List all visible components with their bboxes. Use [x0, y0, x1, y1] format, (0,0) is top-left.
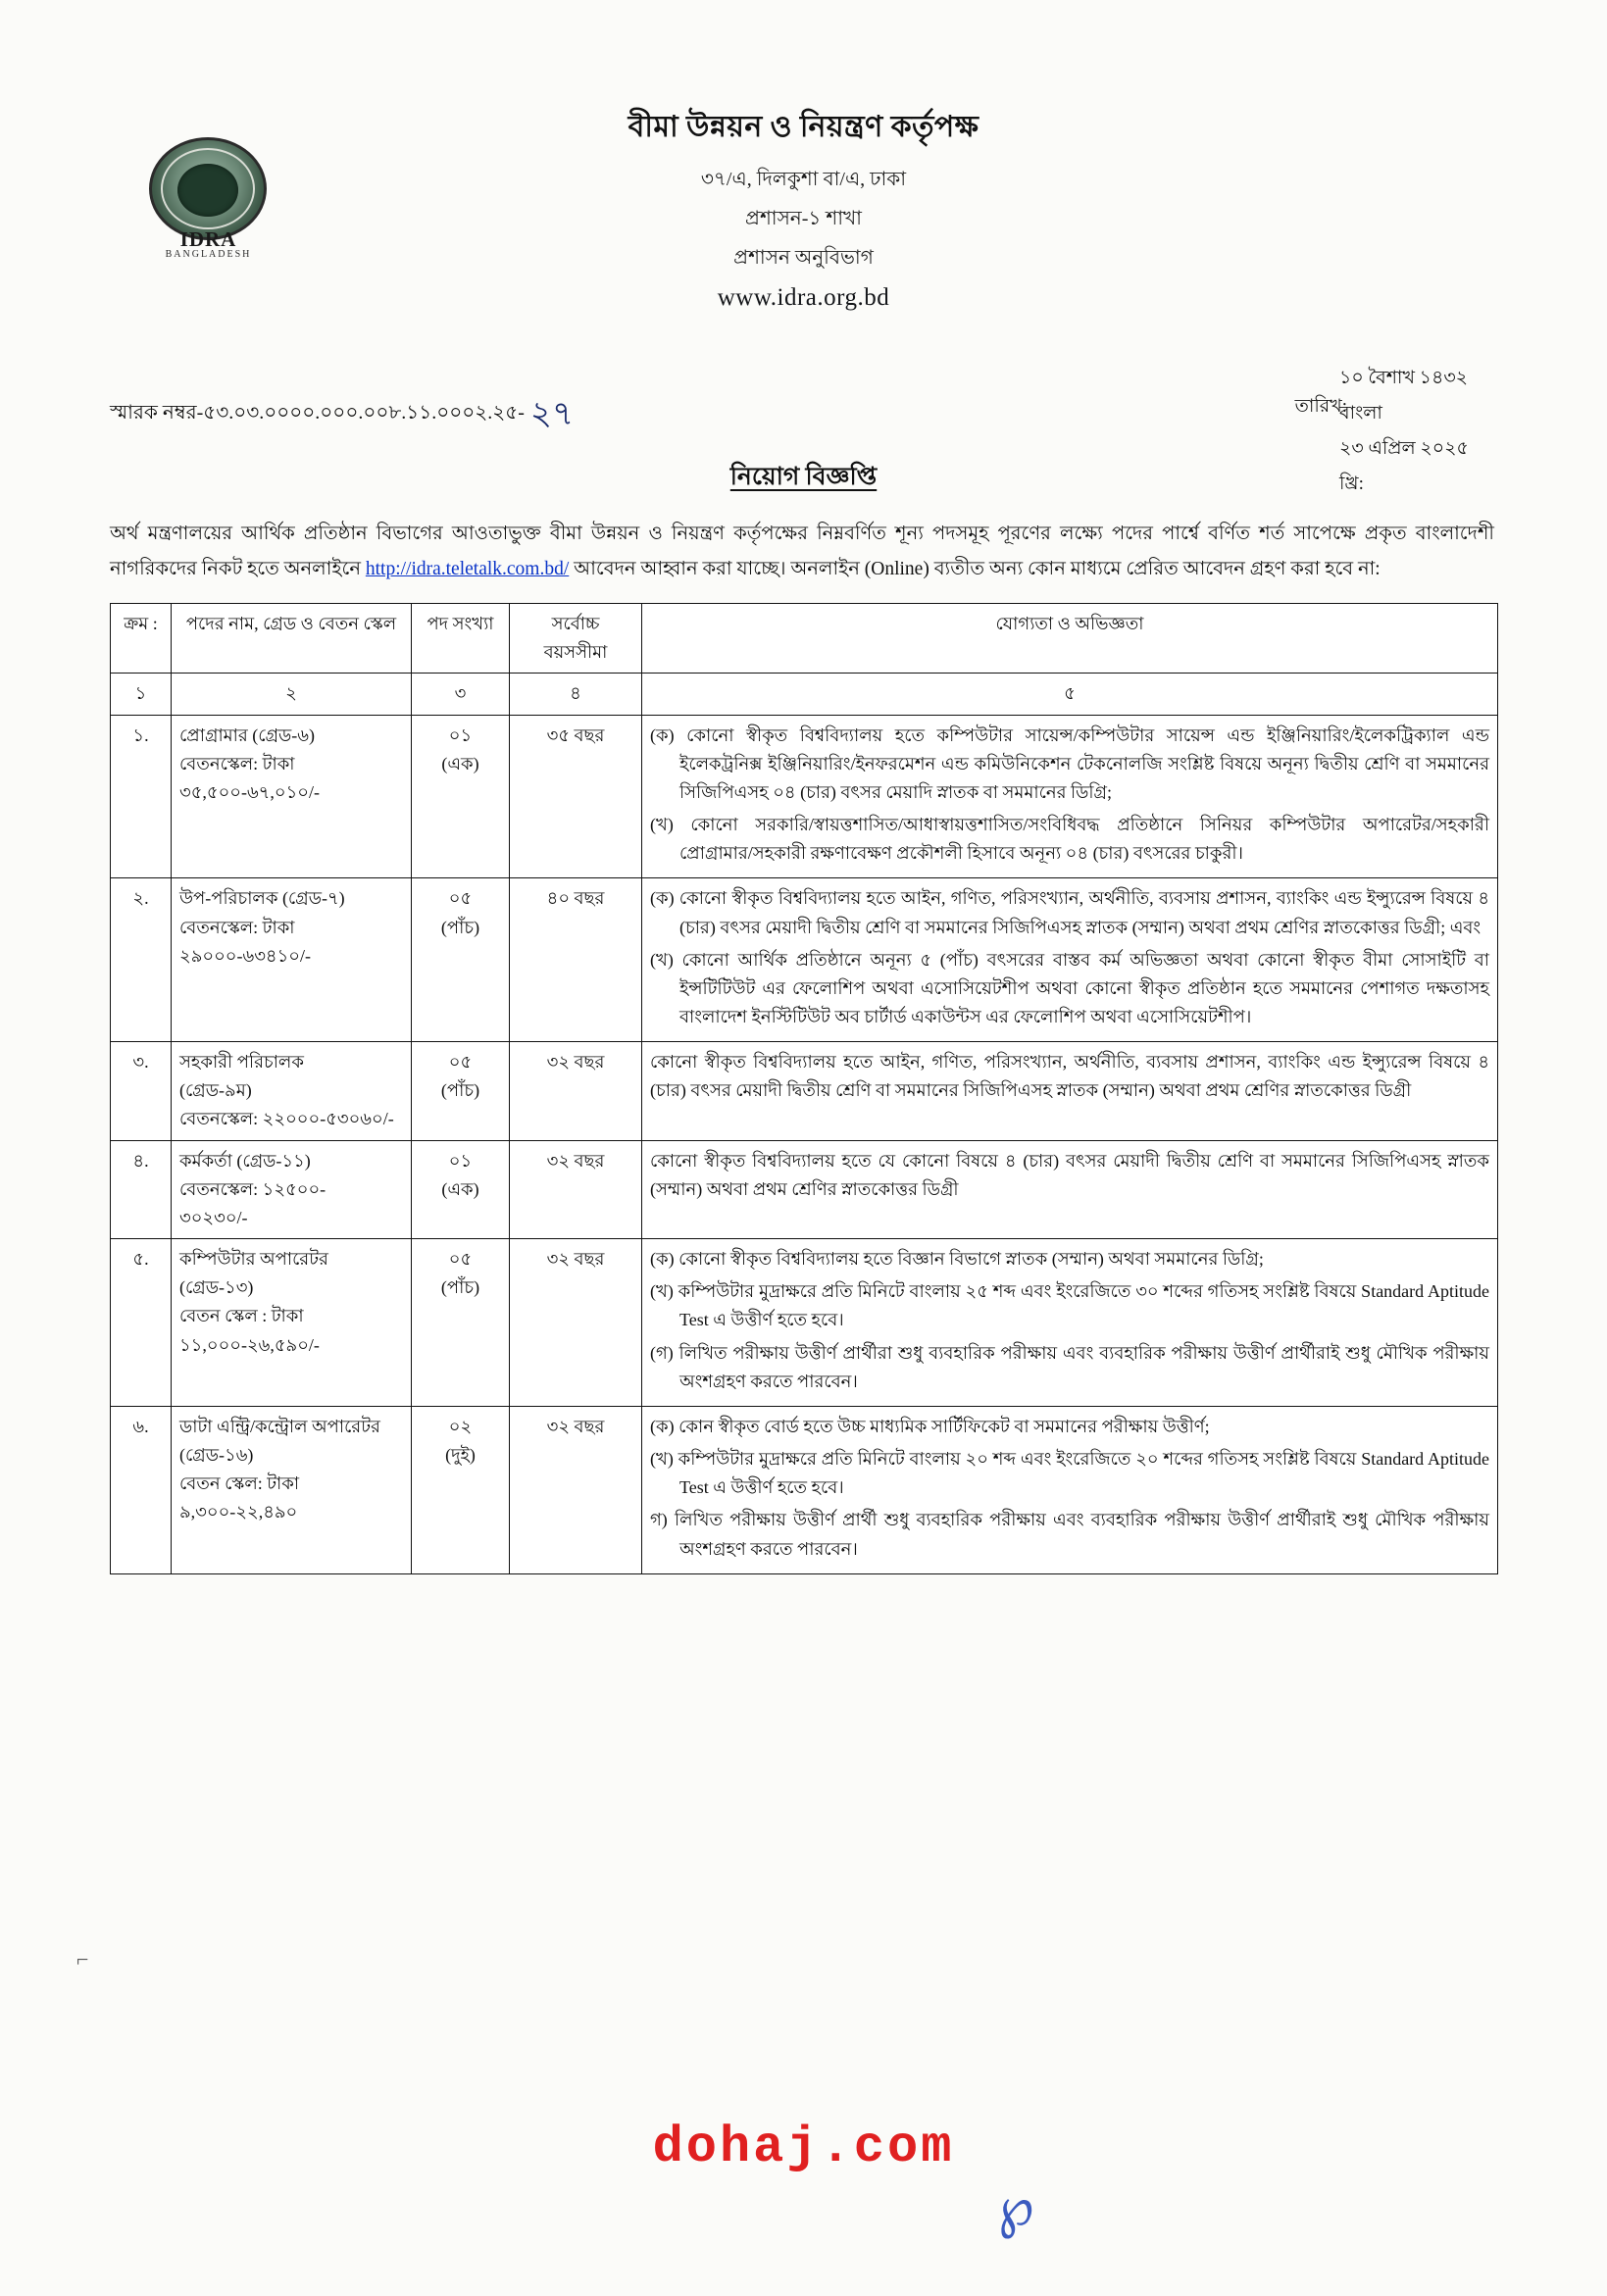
- row-age: ৩৫ বছর: [510, 715, 642, 878]
- organization-address: ৩৭/এ, দিলকুশা বা/এ, ঢাকা: [700, 169, 907, 190]
- post-payscale-value: ৩৫,৫০০-৬৭,০১০/-: [179, 781, 320, 802]
- row-qualification: [642, 1042, 1498, 1140]
- logo-title: IDRA: [179, 227, 237, 251]
- qual-item: (খ) কম্পিউটার মুদ্রাক্ষরে প্রতি মিনিটে বাংলায় ২৫ শব্দ এবং ইংরেজিতে ৩০ শব্দের গতিসহ সংশ্লিষ্ট বিষয়ে Standard Aptitude Test এ উত্তীর্ণ হতে হবে।: [650, 1281, 1489, 1330]
- row-count: [412, 1140, 510, 1238]
- row-qualification: [642, 1239, 1498, 1407]
- memo-number-handwritten: ২৭: [529, 396, 575, 432]
- table-row: [111, 1406, 1498, 1573]
- colnum-5: ৫: [642, 674, 1498, 715]
- row-qualification: [642, 715, 1498, 878]
- count-number: ০২: [448, 1416, 473, 1436]
- date-label: তারিখ:: [1294, 396, 1347, 417]
- table-row: [111, 1239, 1498, 1407]
- row-count: [412, 1042, 510, 1140]
- count-number: ০৫: [448, 888, 473, 909]
- row-post: [172, 1042, 412, 1140]
- table-row: [111, 1042, 1498, 1140]
- count-word: (এক): [441, 753, 479, 774]
- post-title: সহকারী পরিচালক: [179, 1052, 304, 1073]
- intro-text-part2: আবেদন আহ্বান করা যাচ্ছে। অনলাইন (Online) ব্যতীত অন্য কোন মাধ্যমে প্রেরিত আবেদন গ্রহণ করা হবে না:: [569, 559, 1381, 580]
- post-payscale-value: ২৯০০০-৬৩৪১০/-: [179, 945, 311, 966]
- qual-item: গ) লিখিত পরীক্ষায় উত্তীর্ণ প্রার্থী শুধু ব্যবহারিক পরীক্ষায় এবং ব্যবহারিক পরীক্ষায় উত্তীর্ণ প্রার্থীরাই শুধু মৌখিক পরীক্ষায় অংশগ্রহণ করতে পারবেন।: [650, 1510, 1489, 1559]
- date-bangla: ১০ বৈশাখ ১৪৩২ বাংলা: [1339, 368, 1469, 424]
- row-age: ৩২ বছর: [510, 1239, 642, 1407]
- row-count: [412, 1406, 510, 1573]
- qual-item: (খ) কম্পিউটার মুদ্রাক্ষরে প্রতি মিনিটে বাংলায় ২০ শব্দ এবং ইংরেজিতে ২০ শব্দের গতিসহ সংশ্লিষ্ট বিষয়ে Standard Aptitude Test এ উত্তীর্ণ হতে হবে।: [650, 1449, 1489, 1498]
- idra-logo: [137, 137, 279, 270]
- header-qualification: যোগ্যতা ও অভিজ্ঞতা: [642, 604, 1498, 674]
- count-word: (পাঁচ): [440, 1080, 480, 1101]
- row-post: [172, 1140, 412, 1238]
- row-serial: ৫.: [111, 1239, 172, 1407]
- row-post: [172, 1239, 412, 1407]
- qual-item: (গ) লিখিত পরীক্ষায় উত্তীর্ণ প্রার্থীরা শুধু ব্যবহারিক পরীক্ষায় এবং ব্যবহারিক পরীক্ষায় উত্তীর্ণ প্রার্থীরাই শুধু মৌখিক পরীক্ষায় অংশগ্রহণ করতে পারবেন।: [650, 1342, 1489, 1391]
- colnum-4: ৪: [510, 674, 642, 715]
- date-english: ২৩ এপ্রিল ২০২৫ খ্রি:: [1339, 438, 1469, 495]
- table-row: [111, 878, 1498, 1042]
- organization-name: বীমা উন্নয়ন ও নিয়ন্ত্রণ কর্তৃপক্ষ: [628, 111, 979, 143]
- row-qualification: [642, 1406, 1498, 1573]
- table-column-number-row: [111, 674, 1498, 715]
- document-header: [0, 0, 1607, 312]
- row-age: ৪০ বছর: [510, 878, 642, 1042]
- post-title: উপ-পরিচালক (গ্রেড-৭): [179, 888, 345, 909]
- date-block: [1168, 361, 1491, 502]
- post-grade: (গ্রেড-১৩): [179, 1277, 254, 1298]
- row-serial: ৪.: [111, 1140, 172, 1238]
- header-post-name: পদের নাম, গ্রেড ও বেতন স্কেল: [172, 604, 412, 674]
- row-serial: ২.: [111, 878, 172, 1042]
- post-grade: (গ্রেড-৯ম): [179, 1080, 252, 1101]
- count-number: ০১: [448, 1150, 473, 1171]
- colnum-3: ৩: [412, 674, 510, 715]
- logo-emblem-icon: [149, 137, 267, 240]
- qual-item: কোনো স্বীকৃত বিশ্ববিদ্যালয় হতে আইন, গণিত, পরিসংখ্যান, অর্থনীতি, ব্যবসায় প্রশাসন, ব্যাংকিং এন্ড ইন্স্যুরেন্স বিষয়ে ৪ (চার) বৎসর মেয়াদী দ্বিতীয় শ্রেণি বা সমমানের সিজিপিএসহ স্নাতক (সম্মান) অথবা প্রথম শ্রেণির স্নাতকোত্তর ডিগ্রী: [650, 1052, 1489, 1101]
- row-age: ৩২ বছর: [510, 1140, 642, 1238]
- post-grade: (গ্রেড-১৬): [179, 1445, 254, 1466]
- notice-intro: [110, 517, 1494, 587]
- post-payscale-label: বেতনস্কেল: টাকা: [179, 917, 295, 937]
- qual-item: (ক) কোনো স্বীকৃত বিশ্ববিদ্যালয় হতে আইন, গণিত, পরিসংখ্যান, অর্থনীতি, ব্যবসায় প্রশাসন, ব্যাংকিং এন্ড ইন্স্যুরেন্স বিষয়ে ৪ (চার) বৎসর মেয়াদী দ্বিতীয় শ্রেণি বা সমমানের সিজিপিএসহ স্নাতক (সম্মান) অথবা প্রথম শ্রেণির স্নাতকোত্তর ডিগ্রী; এবং: [650, 888, 1489, 937]
- qual-item: (ক) কোন স্বীকৃত বোর্ড হতে উচ্চ মাধ্যমিক সার্টিফিকেট বা সমমানের পরীক্ষায় উত্তীর্ণ;: [650, 1416, 1210, 1436]
- row-post: [172, 1406, 412, 1573]
- qual-item: (ক) কোনো স্বীকৃত বিশ্ববিদ্যালয় হতে কম্পিউটার সায়েন্স/কম্পিউটার সায়েন্স এন্ড ইঞ্জিনিয়ারিং/ইলেকট্রিক্যাল এন্ড ইলেকট্রনিক্স ইঞ্জিনিয়ারিং/ইনফরমেশন এন্ড কমিউনিকেশন টেকনোলজি সংশ্লিষ্ট বিষয়ে অনূন্য দ্বিতীয় শ্রেণি বা সমমানের সিজিপিএসহ ০৪ (চার) বৎসর মেয়াদি স্নাতক বা সমমানের ডিগ্রি;: [650, 724, 1489, 802]
- header-post-count: পদ সংখ্যা: [412, 604, 510, 674]
- qual-item: (খ) কোনো আর্থিক প্রতিষ্ঠানে অনূন্য ৫ (পাঁচ) বৎসরের বাস্তব কর্ম অভিজ্ঞতা অথবা কোনো স্বীকৃত বীমা সোসাইটি বা ইন্সটিটিউট এর ফেলোশিপ অথবা এসোসিয়েটশীপ অথবা কোনো স্বীকৃত প্রতিষ্ঠান হতে সমমানের পেশাগত দক্ষতাসহ বাংলাদেশ ইনস্টিটিউট অব চার্টার্ড একাউন্টস এর ফেলোশিপ অথবা এসোসিয়েটশীপ।: [650, 949, 1489, 1026]
- signature-mark: ℘: [990, 2174, 1038, 2241]
- header-age-limit: সর্বোচ্চ বয়সসীমা: [510, 604, 642, 674]
- count-number: ০৫: [448, 1052, 473, 1073]
- colnum-1: ১: [111, 674, 172, 715]
- application-link[interactable]: http://idra.teletalk.com.bd/: [365, 559, 570, 580]
- intro-text-part1: অর্থ মন্ত্রণালয়ের আর্থিক প্রতিষ্ঠান বিভাগের আওতাভুক্ত বীমা উন্নয়ন ও নিয়ন্ত্রণ কর্তৃপক্ষের নিম্নবর্ণিত শূন্য পদসমূহ পূরণের লক্ষ্যে পদের পার্শ্বে বর্ণিত শর্ত সাপেক্ষে প্রকৃত বাংলাদেশী নাগরিকদের নিকট হতে অনলাইনে: [110, 524, 1494, 580]
- vacancy-table: [110, 603, 1498, 1574]
- post-title: কম্পিউটার অপারেটর: [179, 1249, 328, 1270]
- post-title: প্রোগ্রামার (গ্রেড-৬): [179, 724, 315, 745]
- post-title: কর্মকর্তা (গ্রেড-১১): [179, 1150, 311, 1171]
- row-age: ৩২ বছর: [510, 1042, 642, 1140]
- margin-mark: ⌐: [76, 1947, 89, 1972]
- table-row: [111, 715, 1498, 878]
- row-qualification: [642, 1140, 1498, 1238]
- count-number: ০১: [448, 724, 473, 745]
- count-word: (দুই): [445, 1445, 476, 1466]
- row-count: [412, 1239, 510, 1407]
- count-word: (পাঁচ): [440, 1277, 480, 1298]
- count-number: ০৫: [448, 1249, 473, 1270]
- qual-item: (ক) কোনো স্বীকৃত বিশ্ববিদ্যালয় হতে বিজ্ঞান বিভাগে স্নাতক (সম্মান) অথবা সমমানের ডিগ্রি;: [650, 1249, 1264, 1270]
- row-post: [172, 715, 412, 878]
- post-payscale-value: বেতনস্কেল: ২২০০০-৫৩০৬০/-: [179, 1109, 394, 1129]
- count-word: (এক): [441, 1178, 479, 1199]
- post-payscale-value: বেতন স্কেল : টাকা ১১,০০০-২৬,৫৯০/-: [179, 1306, 320, 1355]
- post-payscale-value: ৩০২৩০/-: [179, 1207, 248, 1227]
- post-payscale-label: বেতনস্কেল: ১২৫০০-: [179, 1178, 326, 1199]
- notice-title: নিয়োগ বিজ্ঞপ্তি: [729, 464, 878, 490]
- post-payscale-value: বেতন স্কেল: টাকা ৯,৩০০-২২,৪৯০: [179, 1473, 300, 1522]
- memo-number-label: স্মারক নম্বর-৫৩.০৩.০০০০.০০০.০০৮.১১.০০০২.২৫-: [110, 402, 525, 424]
- row-serial: ১.: [111, 715, 172, 878]
- post-payscale-label: বেতনস্কেল: টাকা: [179, 753, 295, 774]
- row-qualification: [642, 878, 1498, 1042]
- logo-subtitle: BANGLADESH: [165, 249, 252, 260]
- qual-item: কোনো স্বীকৃত বিশ্ববিদ্যালয় হতে যে কোনো বিষয়ে ৪ (চার) বৎসর মেয়াদী দ্বিতীয় শ্রেণি বা সমমানের সিজিপিএসহ স্নাতক (সম্মান) অথবা প্রথম শ্রেণির স্নাতকোত্তর ডিগ্রী: [650, 1150, 1489, 1199]
- organization-division: প্রশাসন অনুবিভাগ: [733, 247, 874, 269]
- memo-number: [110, 382, 574, 438]
- row-serial: ৩.: [111, 1042, 172, 1140]
- table-row: [111, 1140, 1498, 1238]
- row-count: [412, 878, 510, 1042]
- table-header-row: [111, 604, 1498, 674]
- count-word: (পাঁচ): [440, 917, 480, 937]
- colnum-2: ২: [172, 674, 412, 715]
- qual-item: (খ) কোনো সরকারি/স্বায়ত্তশাসিত/আধাস্বায়ত্তশাসিত/সংবিধিবদ্ধ প্রতিষ্ঠানে সিনিয়র কম্পিউটার অপারেটর/সহকারী প্রোগ্রামার/সহকারী রক্ষণাবেক্ষণ প্রকৌশলী হিসাবে অনূন্য ০৪ (চার) বৎসরের চাকুরী।: [650, 815, 1489, 864]
- header-serial: ক্রম :: [111, 604, 172, 674]
- post-title: ডাটা এন্ট্রি/কন্ট্রোল অপারেটর: [179, 1416, 380, 1436]
- organization-website[interactable]: www.idra.org.bd: [717, 284, 890, 311]
- organization-branch: প্রশাসন-১ শাখা: [745, 208, 862, 229]
- watermark: dohaj.com: [652, 2119, 955, 2176]
- row-age: ৩২ বছর: [510, 1406, 642, 1573]
- row-serial: ৬.: [111, 1406, 172, 1573]
- row-count: [412, 715, 510, 878]
- row-post: [172, 878, 412, 1042]
